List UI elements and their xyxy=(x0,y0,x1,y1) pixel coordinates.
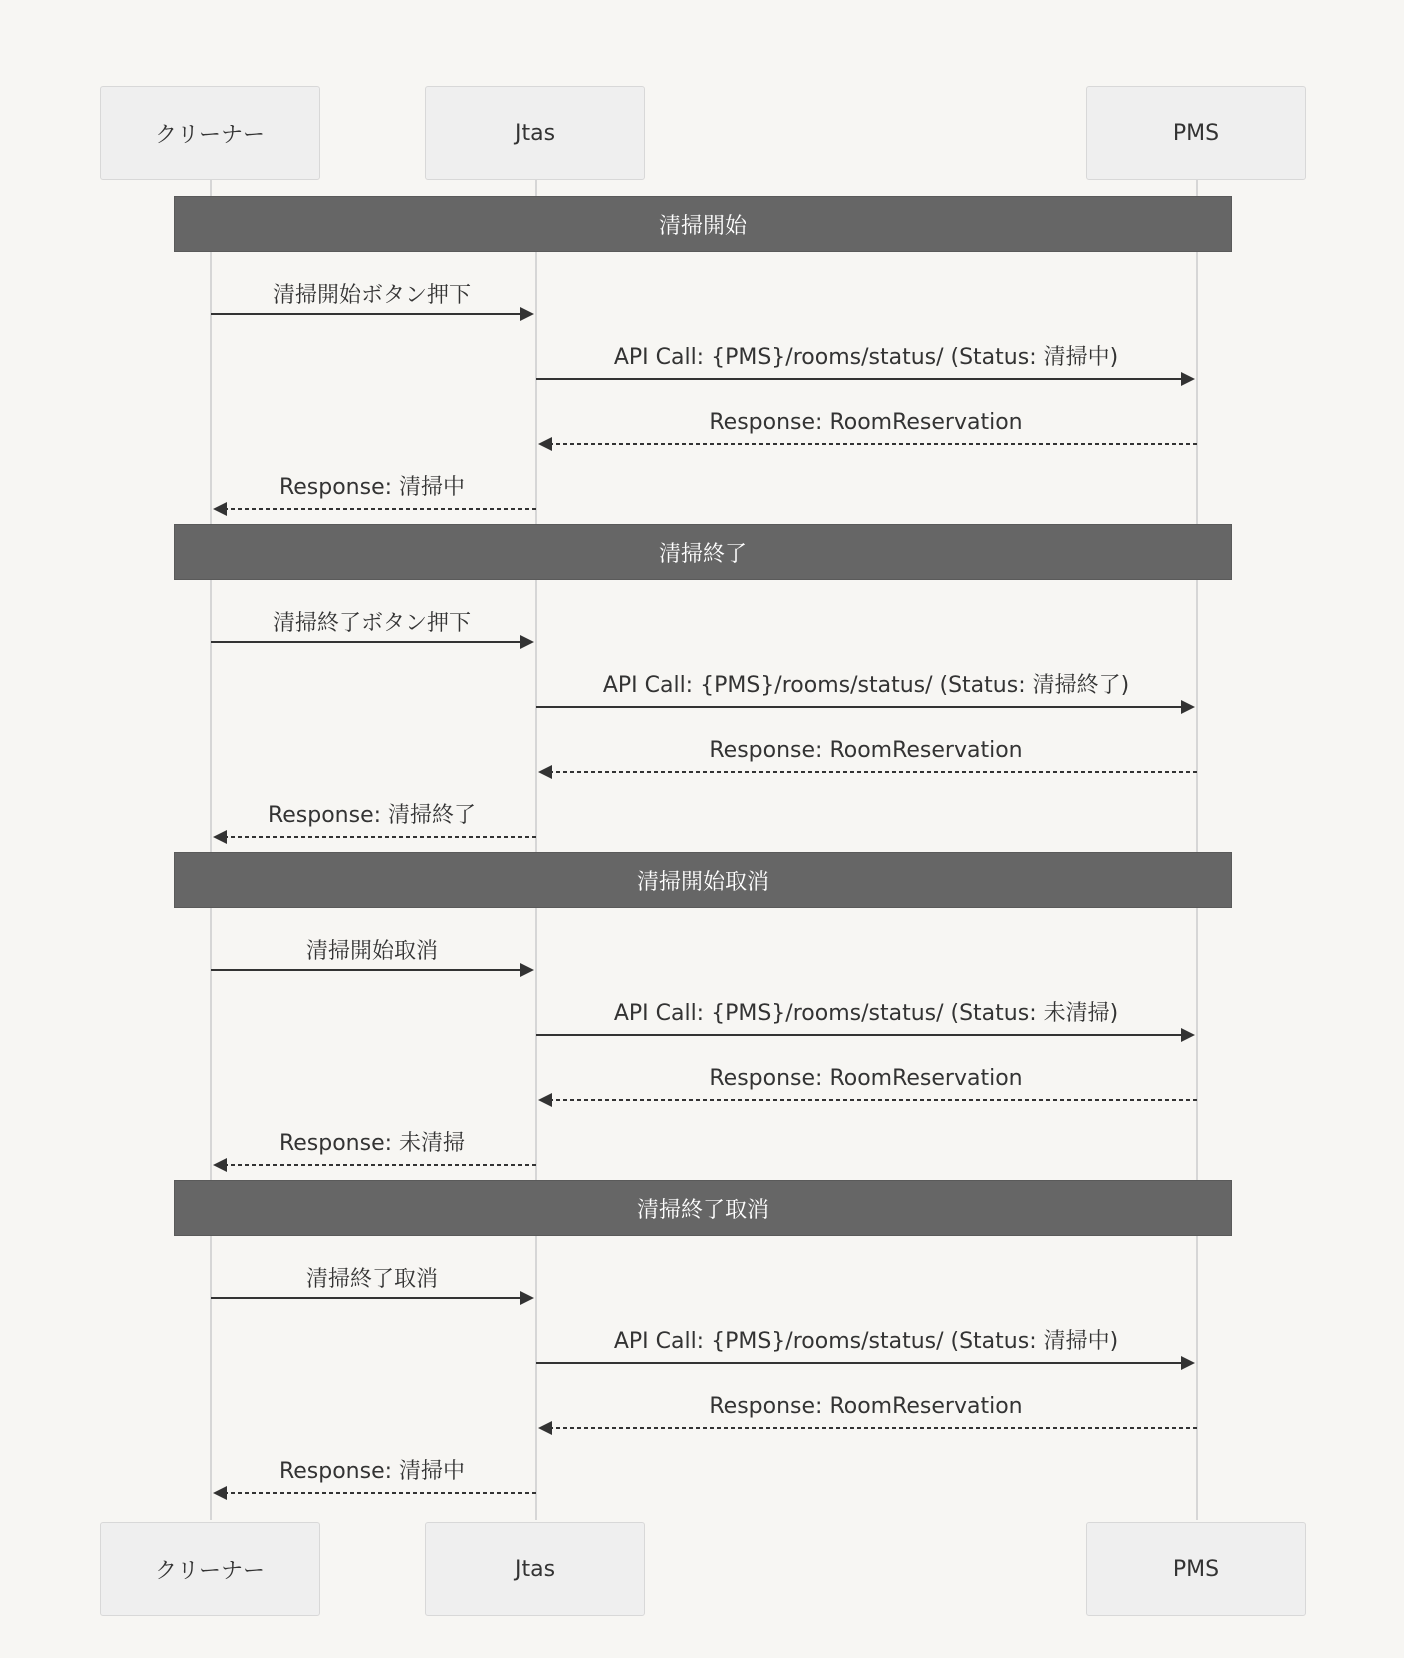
message-label: Response: RoomReservation xyxy=(709,410,1023,435)
message-label: API Call: {PMS}/rooms/status/ (Status: 清掃終了) xyxy=(602,673,1130,698)
participant-pms-bottom xyxy=(1086,1522,1306,1616)
message-label: 清掃終了ボタン押下 xyxy=(272,611,472,636)
participant-label: PMS xyxy=(1172,120,1220,146)
message-arrow-head xyxy=(1181,700,1195,714)
section-title: 清掃開始 xyxy=(658,213,747,239)
message-label: 清掃開始取消 xyxy=(305,939,439,964)
message-arrow-head xyxy=(520,635,534,649)
message-label: Response: 清掃中 xyxy=(278,1459,466,1484)
section-title: 清掃終了 xyxy=(658,541,747,567)
message-arrow-head xyxy=(520,1291,534,1305)
participant-label: クリーナー xyxy=(154,1558,265,1584)
section-bar-start xyxy=(174,196,1232,252)
participant-label: クリーナー xyxy=(154,122,265,148)
lifeline-pms xyxy=(1196,180,1198,1520)
section-title: 清掃開始取消 xyxy=(636,869,769,895)
participant-cleaner-bottom xyxy=(100,1522,320,1616)
participant-pms-top xyxy=(1086,86,1306,180)
participant-label: PMS xyxy=(1172,1556,1220,1582)
section-bar-cancel-end xyxy=(174,1180,1232,1236)
message-label: 清掃開始ボタン押下 xyxy=(272,283,472,308)
message-label: Response: 清掃中 xyxy=(278,475,466,500)
message-label: Response: RoomReservation xyxy=(709,1066,1023,1091)
section-bar-end xyxy=(174,524,1232,580)
lifeline-cleaner xyxy=(210,180,212,1520)
message-label: API Call: {PMS}/rooms/status/ (Status: 清掃中) xyxy=(613,345,1119,370)
lifeline-jtas xyxy=(535,180,537,1520)
message-arrow-head xyxy=(538,1093,552,1107)
message-arrow-head xyxy=(1181,1028,1195,1042)
message-label: 清掃終了取消 xyxy=(305,1267,439,1292)
message-arrow-head xyxy=(538,437,552,451)
participant-jtas-top xyxy=(425,86,645,180)
message-label: API Call: {PMS}/rooms/status/ (Status: 清掃中) xyxy=(613,1329,1119,1354)
section-title: 清掃終了取消 xyxy=(636,1197,769,1223)
message-label: Response: RoomReservation xyxy=(709,1394,1023,1419)
participant-cleaner-top xyxy=(100,86,320,180)
message-arrow-head xyxy=(520,307,534,321)
message-arrow-head xyxy=(213,1158,227,1172)
message-arrow-head xyxy=(520,963,534,977)
message-arrow-head xyxy=(213,830,227,844)
message-arrow-head xyxy=(538,1421,552,1435)
participant-jtas-bottom xyxy=(425,1522,645,1616)
message-label: Response: 未清掃 xyxy=(278,1131,466,1156)
message-arrow-head xyxy=(1181,1356,1195,1370)
message-label: Response: RoomReservation xyxy=(709,738,1023,763)
message-arrow-head xyxy=(538,765,552,779)
section-bar-cancel-start xyxy=(174,852,1232,908)
message-arrow-head xyxy=(1181,372,1195,386)
message-label: API Call: {PMS}/rooms/status/ (Status: 未清掃) xyxy=(613,1001,1119,1026)
participant-label: Jtas xyxy=(514,120,556,146)
message-arrow-head xyxy=(213,1486,227,1500)
message-arrow-head xyxy=(213,502,227,516)
participant-label: Jtas xyxy=(514,1556,556,1582)
message-label: Response: 清掃終了 xyxy=(267,803,477,828)
